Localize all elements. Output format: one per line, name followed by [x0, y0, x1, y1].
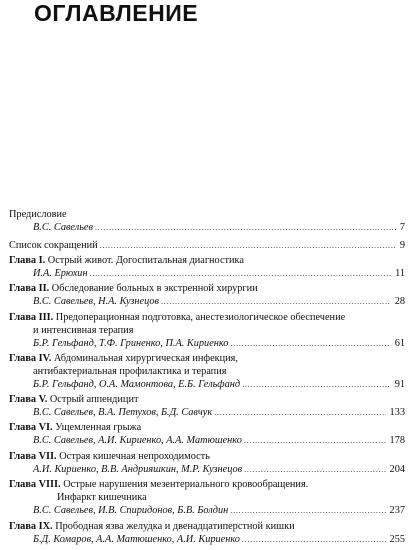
chapter-authors: В.С. Савельев, И.В. Спиридонов, Б.В. Болдин	[33, 505, 229, 516]
chapter-title: Абдоминальная хирургическая инфекция,	[53, 353, 238, 364]
leader-dots	[95, 222, 396, 234]
leader-dots	[214, 407, 385, 419]
leader-dots	[242, 379, 391, 391]
chapter-title: Острые нарушения мезентериального кровообращения.	[63, 479, 309, 490]
chapter-title: Острая кишечная непроходимость	[59, 451, 210, 462]
chapter-label: Глава V.	[9, 394, 48, 405]
toc-page-number: 7	[399, 222, 405, 233]
toc-page-number: 204	[389, 464, 405, 475]
toc-chapter-3-authors	[33, 338, 405, 350]
toc-page-number: 11	[395, 268, 405, 279]
toc-entry-title: Список сокращений	[9, 240, 98, 251]
chapter-label: Глава I.	[9, 255, 46, 266]
leader-dots	[90, 268, 392, 280]
chapter-authors: Б.Р. Гельфанд, О.А. Мамонтова, Е.Б. Гельфанд	[33, 379, 241, 390]
toc-abbreviations-line	[9, 240, 405, 252]
leader-dots	[244, 435, 386, 447]
chapter-title: Обследование больных в экстренной хирургии	[51, 283, 258, 294]
toc-entry-authors: В.С. Савельев	[33, 222, 93, 233]
toc-chapter-7-authors	[33, 464, 405, 476]
leader-dots	[230, 338, 390, 350]
chapter-title: Предоперационная подготовка, анестезиологическое обеспечение	[55, 312, 346, 323]
toc-chapter-7-title	[9, 451, 210, 463]
toc-chapter-4-title	[9, 353, 238, 365]
toc-page-number: 28	[394, 296, 405, 307]
toc-chapter-2-title	[9, 283, 258, 295]
chapter-authors: И.А. Ерюхин	[33, 268, 88, 279]
leader-dots	[161, 296, 391, 308]
toc-entry-title: Предисловие	[9, 209, 67, 220]
toc-chapter-5-title	[9, 394, 138, 406]
chapter-title-continued: Инфаркт кишечника	[57, 492, 147, 503]
toc-chapter-1-authors	[33, 268, 405, 280]
toc-page-number: 255	[389, 534, 405, 545]
toc-chapter-6-title	[9, 422, 141, 434]
toc-preface-line	[33, 222, 405, 234]
toc-page-number: 178	[389, 435, 405, 446]
toc-chapter-2-authors	[33, 296, 405, 308]
toc-chapter-5-authors	[33, 407, 405, 419]
leader-dots	[100, 240, 396, 252]
toc-chapter-9-title	[9, 521, 295, 533]
toc-page-number: 133	[389, 407, 405, 418]
toc-chapter-8-title	[9, 479, 308, 491]
leader-dots	[244, 464, 385, 476]
chapter-authors: Б.Р. Гельфанд, Т.Ф. Гриненко, П.А. Кириенко	[33, 338, 229, 349]
chapter-authors: А.И. Кириенко, В.В. Андрияшкин, М.Р. Кузнецов	[33, 464, 243, 475]
leader-dots	[242, 534, 386, 546]
page-title: ОГЛАВЛЕНИЕ	[34, 0, 199, 26]
chapter-title: Острый аппендицит	[49, 394, 139, 405]
chapter-title: Прободная язва желудка и двенадцатиперстной кишки	[55, 521, 295, 532]
chapter-label: Глава VIII.	[9, 479, 61, 490]
chapter-title-continued: и интенсивная терапия	[33, 325, 134, 336]
toc-chapter-3-title	[9, 312, 345, 324]
toc-chapter-6-authors	[33, 435, 405, 447]
chapter-label: Глава VII.	[9, 451, 57, 462]
chapter-authors: В.С. Савельев, Н.А. Кузнецов	[33, 296, 159, 307]
toc-chapter-8-authors	[33, 505, 405, 517]
chapter-label: Глава VI.	[9, 422, 53, 433]
toc-chapter-8-title-cont	[57, 492, 147, 504]
chapter-label: Глава IV.	[9, 353, 52, 364]
chapter-title: Ущемленная грыжа	[55, 422, 142, 433]
toc-chapter-1-title	[9, 255, 244, 267]
leader-dots	[230, 505, 385, 517]
chapter-title-continued: антибактериальная профилактика и терапия	[33, 366, 227, 377]
toc-page-number: 61	[394, 338, 405, 349]
chapter-title: Острый живот. Догоспитальная диагностика	[47, 255, 244, 266]
toc-page-number: 237	[389, 505, 405, 516]
toc-page-number: 91	[394, 379, 405, 390]
chapter-label: Глава IX.	[9, 521, 53, 532]
toc-chapter-4-authors	[33, 379, 405, 391]
chapter-label: Глава II.	[9, 283, 50, 294]
toc-chapter-9-authors	[33, 534, 405, 546]
chapter-authors: В.С. Савельев, В.А. Петухов, Б.Д. Савчук	[33, 407, 213, 418]
chapter-label: Глава III.	[9, 312, 54, 323]
chapter-authors: В.С. Савельев, А.И. Кириенко, А.А. Матюшенко	[33, 435, 242, 446]
chapter-authors: Б.Д. Комаров, А.А. Матюшенко, А.И. Кириенко	[33, 534, 240, 545]
toc-chapter-3-title-cont	[33, 325, 133, 337]
toc-page-number: 9	[399, 240, 405, 251]
toc-chapter-4-title-cont	[33, 366, 226, 378]
toc-preface-title	[9, 209, 67, 221]
